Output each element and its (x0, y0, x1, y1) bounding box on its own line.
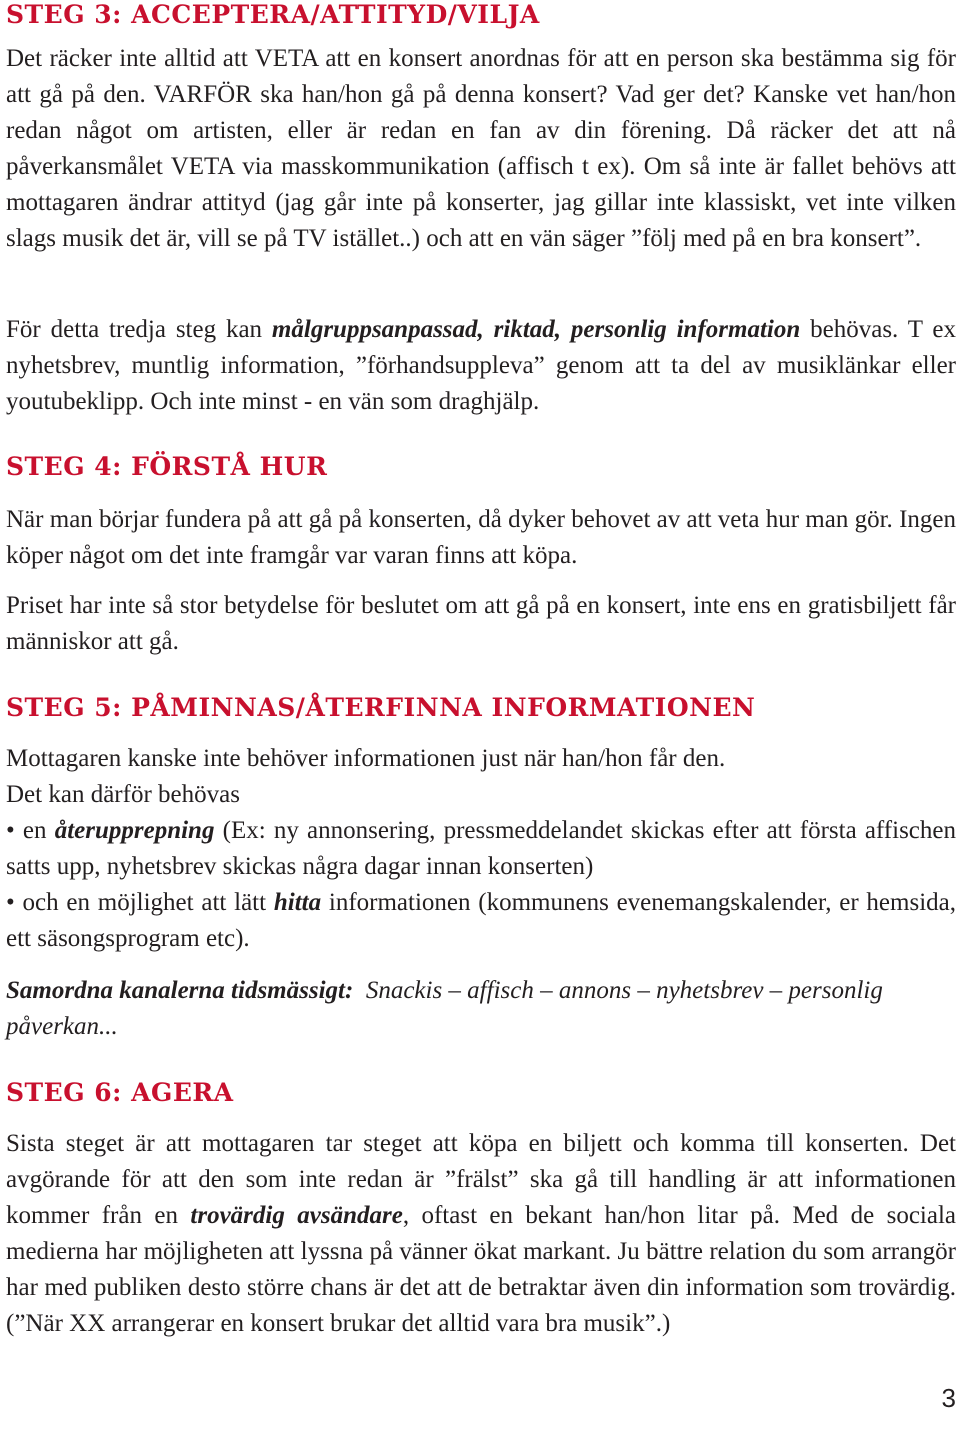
text-steg6-b: , oftast en bekant han/hon litar på. Med de sociala medierna har möjligheten att lyssna på vänner ökat markant. Ju bättre relation du som arrangör har med publiken desto större chans är det att de betraktar även din information som trovärdig. (”När XX arrangerar en konsert brukar det alltid vara bra musik”.) (6, 1202, 957, 1337)
emphasis-steg6: trovärdig avsändare (190, 1202, 403, 1229)
text-bullet2-a: • och en möjlighet att lätt (6, 889, 274, 916)
text-bullet1-b: (Ex: ny annonsering, pressmeddelandet skickas efter att första affischen satts upp, nyhetsbrev skickas några dagar innan konserten) (6, 817, 956, 880)
samordna-label: Samordna kanalerna tidsmässigt: (6, 977, 354, 1004)
heading-steg-6: STEG 6: AGERA (6, 1078, 234, 1107)
text-steg5-line1: Mottagaren kanske inte behöver informationen just när han/hon får den. (6, 745, 726, 772)
bullet-item-2 (6, 885, 956, 957)
heading-steg-4: STEG 4: FÖRSTÅ HUR (6, 452, 328, 481)
paragraph-steg4-2: Priset har inte så stor betydelse för beslutet om att gå på en konsert, inte ens en gratisbiljett får människor att gå. (6, 592, 956, 655)
emphasis-bullet1: återupprepning (54, 817, 215, 844)
text-bullet2-b: informationen (kommunens evenemangskalender, er hemsida, ett säsongsprogram etc). (6, 889, 956, 952)
heading-steg-3: STEG 3: ACCEPTERA/ATTITYD/VILJA (6, 0, 540, 29)
paragraph-steg3-2 (6, 312, 956, 420)
heading-steg-5: STEG 5: PÅMINNAS/ÅTERFINNA INFORMATIONEN (6, 693, 756, 722)
emphasis-bullet2: hitta (273, 889, 322, 916)
paragraph-samordna (6, 973, 956, 1045)
text-steg3-2b: behövas. T ex nyhetsbrev, muntlig information, ”förhandsuppleva” genom att ta del av musiklänkar eller youtubeklipp. Och inte minst - en vän som draghjälp. (6, 316, 957, 415)
text-steg6-a: Sista steget är att mottagaren tar steget att köpa en biljett och komma till konserten. Det avgörande för att den som inte redan är ”frälst” ska gå till handling är att informationen kommer från en (6, 1130, 956, 1229)
samordna-text: Snackis – affisch – annons – nyhetsbrev – personlig påverkan... (6, 977, 883, 1040)
text-bullet1-a: • en (6, 817, 55, 844)
paragraph-steg3-1 (6, 41, 956, 257)
bullet-item-1 (6, 813, 956, 885)
paragraph-steg6-1 (6, 1126, 956, 1342)
paragraph-steg4-1: När man börjar fundera på att gå på konserten, då dyker behovet av att veta hur man gör. Ingen köper något om det inte framgår var varan finns att köpa. (6, 506, 956, 569)
emphasis-steg3-2: målgruppsanpassad, riktad, personlig information (271, 316, 801, 343)
text-steg5-line2: Det kan därför behövas (6, 781, 240, 808)
text-steg3-2a: För detta tredja steg kan (6, 316, 272, 343)
text-steg3-1: Det räcker inte alltid att VETA att en konsert anordnas för att en person ska bestämma sig för att gå på den. VARFÖR ska han/hon gå på denna konsert? Vad ger det? Kanske vet han/hon redan något om artisten, eller är redan en fan av din förening. Då räcker det att nå påverkansmålet VETA via masskommunikation (affisch t ex). Om så inte är fallet behövs att mottagaren ändrar attityd (jag går inte på konserter, jag gillar inte klassiskt, vet inte vilken slags musik det är, vill se på TV istället..) och att en vän säger ”följ med på en bra konsert”. (6, 45, 956, 252)
paragraph-steg5-1 (6, 741, 956, 813)
page-number: 3 (941, 1383, 956, 1413)
